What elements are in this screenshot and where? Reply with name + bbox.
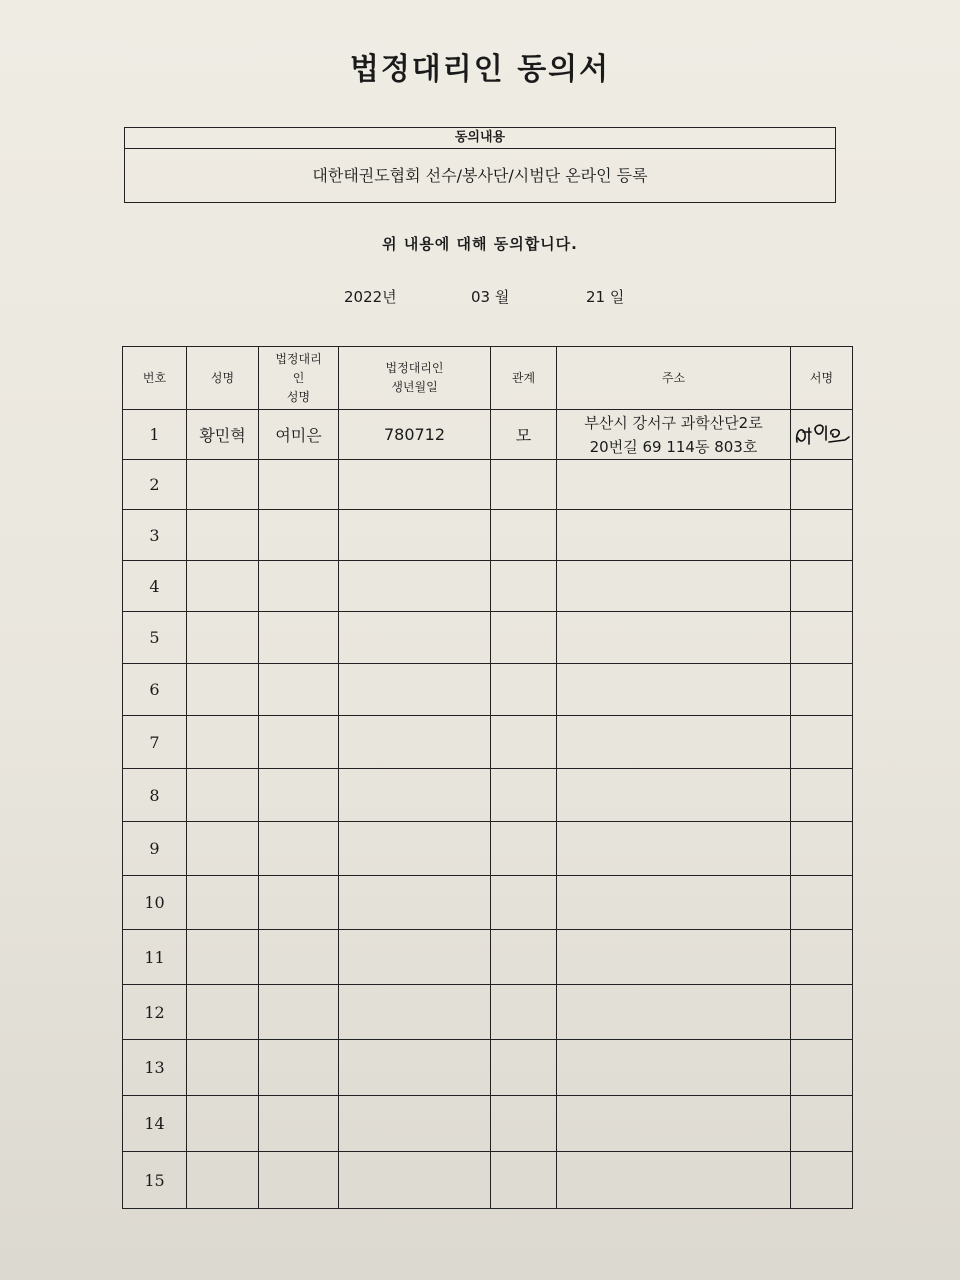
cell-birth xyxy=(339,664,491,716)
cell-address xyxy=(557,410,791,460)
cell-name xyxy=(187,822,259,876)
consent-box xyxy=(124,127,836,203)
cell-signature xyxy=(791,930,853,985)
table-row xyxy=(123,561,853,612)
cell-relation xyxy=(491,460,557,510)
cell-num: 7 xyxy=(123,716,187,769)
table-row xyxy=(123,1040,853,1096)
table-row xyxy=(123,1152,853,1209)
consent-text: 대한태권도협회 선수/봉사단/시범단 온라인 등록 xyxy=(312,166,648,185)
cell-address xyxy=(557,561,791,612)
cell-relation xyxy=(491,1040,557,1096)
cell-name xyxy=(187,460,259,510)
cell-name xyxy=(187,561,259,612)
cell-relation xyxy=(491,876,557,930)
cell-signature xyxy=(791,876,853,930)
cell-num: 15 xyxy=(123,1152,187,1209)
table-row xyxy=(123,876,853,930)
cell-signature xyxy=(791,612,853,664)
cell-address xyxy=(557,1152,791,1209)
cell-guardian xyxy=(259,1040,339,1096)
header-guardian-name xyxy=(259,347,339,410)
cell-address xyxy=(557,510,791,561)
cell-guardian xyxy=(259,822,339,876)
cell-birth xyxy=(339,561,491,612)
cell-signature xyxy=(791,822,853,876)
cell-name xyxy=(187,1040,259,1096)
cell-guardian xyxy=(259,510,339,561)
cell-guardian: 여미은 xyxy=(259,410,339,460)
table-row xyxy=(123,612,853,664)
cell-name: 황민혁 xyxy=(187,410,259,460)
table-row xyxy=(123,769,853,822)
cell-signature xyxy=(791,510,853,561)
cell-address xyxy=(557,1096,791,1152)
cell-num: 6 xyxy=(123,664,187,716)
table-row xyxy=(123,716,853,769)
cell-guardian xyxy=(259,664,339,716)
cell-relation xyxy=(491,1096,557,1152)
cell-num: 12 xyxy=(123,985,187,1040)
cell-address xyxy=(557,822,791,876)
cell-name xyxy=(187,1152,259,1209)
cell-num: 9 xyxy=(123,822,187,876)
cell-relation xyxy=(491,561,557,612)
cell-guardian xyxy=(259,769,339,822)
cell-signature xyxy=(791,1096,853,1152)
header-address: 주소 xyxy=(557,347,791,410)
header-guardian-birth xyxy=(339,347,491,410)
cell-relation xyxy=(491,716,557,769)
cell-guardian xyxy=(259,612,339,664)
cell-num: 4 xyxy=(123,561,187,612)
table-row xyxy=(123,664,853,716)
cell-signature xyxy=(791,664,853,716)
cell-signature xyxy=(791,460,853,510)
cell-guardian xyxy=(259,1152,339,1209)
cell-address xyxy=(557,876,791,930)
cell-guardian xyxy=(259,716,339,769)
cell-name xyxy=(187,985,259,1040)
table-row xyxy=(123,460,853,510)
date-year: 2022년 xyxy=(344,288,397,306)
cell-birth xyxy=(339,460,491,510)
handwritten-signature xyxy=(793,420,851,450)
date-month: 03 월 xyxy=(471,288,510,306)
agreement-statement: 위 내용에 대해 동의합니다. xyxy=(382,235,578,253)
cell-guardian xyxy=(259,460,339,510)
cell-signature xyxy=(791,985,853,1040)
cell-num: 2 xyxy=(123,460,187,510)
cell-num: 3 xyxy=(123,510,187,561)
cell-signature xyxy=(791,1040,853,1096)
cell-name xyxy=(187,930,259,985)
cell-birth xyxy=(339,1096,491,1152)
cell-name xyxy=(187,664,259,716)
cell-birth xyxy=(339,822,491,876)
cell-address xyxy=(557,664,791,716)
cell-signature xyxy=(791,1152,853,1209)
cell-guardian xyxy=(259,1096,339,1152)
cell-signature xyxy=(791,410,853,460)
cell-address xyxy=(557,930,791,985)
cell-signature xyxy=(791,561,853,612)
cell-relation xyxy=(491,769,557,822)
cell-name xyxy=(187,716,259,769)
table-row xyxy=(123,1096,853,1152)
header-name: 성명 xyxy=(187,347,259,410)
cell-birth xyxy=(339,1040,491,1096)
cell-relation xyxy=(491,930,557,985)
cell-birth xyxy=(339,510,491,561)
consent-header: 동의내용 xyxy=(125,128,835,149)
header-guardian-birth-line2: 생년월일 xyxy=(391,380,438,394)
cell-relation xyxy=(491,985,557,1040)
table-body xyxy=(123,410,853,1209)
cell-num: 11 xyxy=(123,930,187,985)
table-row xyxy=(123,822,853,876)
cell-address xyxy=(557,460,791,510)
header-num: 번호 xyxy=(123,347,187,410)
document-title: 법정대리인 동의서 xyxy=(349,52,611,87)
cell-address xyxy=(557,716,791,769)
cell-name xyxy=(187,510,259,561)
cell-address-line1: 부산시 강서구 과학산단2로 xyxy=(584,413,763,432)
cell-name xyxy=(187,876,259,930)
cell-num: 10 xyxy=(123,876,187,930)
cell-relation xyxy=(491,664,557,716)
table-row xyxy=(123,410,853,460)
date-day: 21 일 xyxy=(586,288,625,306)
cell-address xyxy=(557,769,791,822)
table-row xyxy=(123,930,853,985)
cell-birth xyxy=(339,612,491,664)
cell-guardian xyxy=(259,985,339,1040)
header-guardian-name-line2: 인 xyxy=(292,370,305,385)
header-guardian-name-line1: 법정대리 xyxy=(275,351,322,366)
cell-birth xyxy=(339,769,491,822)
cell-birth xyxy=(339,876,491,930)
header-guardian-birth-line1: 법정대리인 xyxy=(385,361,444,375)
cell-birth xyxy=(339,716,491,769)
cell-relation: 모 xyxy=(491,410,557,460)
table-header-row xyxy=(123,347,853,410)
cell-name xyxy=(187,1096,259,1152)
cell-guardian xyxy=(259,561,339,612)
cell-relation xyxy=(491,1152,557,1209)
cell-name xyxy=(187,769,259,822)
cell-birth xyxy=(339,930,491,985)
guardian-table xyxy=(122,346,853,1209)
cell-relation xyxy=(491,510,557,561)
cell-guardian xyxy=(259,930,339,985)
cell-relation xyxy=(491,612,557,664)
cell-birth xyxy=(339,1152,491,1209)
cell-address xyxy=(557,612,791,664)
header-guardian-name-line3: 성명 xyxy=(286,389,311,404)
cell-birth xyxy=(339,985,491,1040)
cell-address xyxy=(557,985,791,1040)
cell-signature xyxy=(791,769,853,822)
cell-num: 1 xyxy=(123,410,187,460)
cell-address-line2: 20번길 69 114동 803호 xyxy=(589,437,758,456)
cell-signature xyxy=(791,716,853,769)
header-relation: 관계 xyxy=(491,347,557,410)
cell-num: 13 xyxy=(123,1040,187,1096)
table-row xyxy=(123,510,853,561)
cell-num: 5 xyxy=(123,612,187,664)
table-row xyxy=(123,985,853,1040)
cell-guardian xyxy=(259,876,339,930)
cell-address xyxy=(557,1040,791,1096)
cell-birth: 780712 xyxy=(339,410,491,460)
cell-relation xyxy=(491,822,557,876)
header-signature: 서명 xyxy=(791,347,853,410)
cell-num: 14 xyxy=(123,1096,187,1152)
cell-num: 8 xyxy=(123,769,187,822)
cell-name xyxy=(187,612,259,664)
